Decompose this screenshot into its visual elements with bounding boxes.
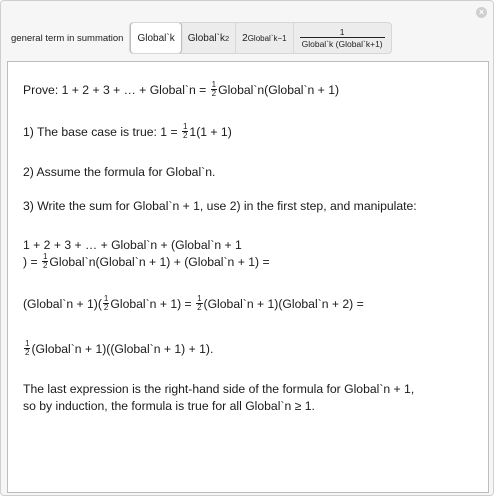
step-2: 2) Assume the formula for Global`n. [23,165,216,179]
statement-suffix: Global`n(Global`n + 1) [218,83,340,97]
eq3-suffix: (Global`n + 1)((Global`n + 1) + 1). [31,342,214,356]
proof-panel [7,61,489,493]
tab-label: Global`k [137,32,175,44]
tab-base: Global`k [187,32,225,44]
equation-1-line-2 [23,254,270,271]
summation-control [11,23,392,53]
half-fraction: $\frac{1}{2}$ [197,294,202,313]
half-fraction: $\frac{1}{2}$ [211,80,217,99]
tab-denominator: Global`k (Global`k+1) [301,39,383,49]
proof-statement [23,82,339,99]
tab-global-k-squared[interactable] [182,23,236,53]
tab-exponent: 2 [224,33,230,43]
equation-3 [23,341,213,358]
tab-power-of-two[interactable] [236,23,293,53]
half-fraction: $\frac{1}{2}$ [25,339,30,358]
tab-reciprocal-product[interactable] [294,23,391,53]
eq2-part-3: (Global`n + 1)(Global`n + 2) = [203,297,364,311]
step-1 [23,124,232,141]
half-fraction: $\frac{1}{2}$ [42,252,48,271]
term-selector [129,22,391,54]
step1-prefix: 1) The base case is true: 1 = [23,125,181,139]
eq1-prefix: ) = [23,255,41,269]
tab-global-k[interactable] [130,22,181,54]
step-3: 3) Write the sum for Global`n + 1, use 2) in the first step, and manipulate: [23,199,417,213]
equation-2 [23,296,364,313]
eq2-part-1: (Global`n + 1)( [23,297,102,311]
eq2-part-2: Global`n + 1) = [110,297,196,311]
eq1-suffix: Global`n(Global`n + 1) + (Global`n + 1) = [49,255,270,269]
equation-1-line-1: 1 + 2 + 3 + … + Global`n + (Global`n + 1 [23,238,242,252]
tab-numerator: 1 [300,27,385,38]
conclusion-line-1: The last expression is the right-hand side of the formula for Global`n + 1, [23,382,415,396]
control-label: general term in summation [11,32,124,44]
half-fraction: $\frac{1}{2}$ [182,122,188,141]
tab-base: 2 [242,32,248,44]
conclusion-line-2: so by induction, the formula is true for all Global`n ≥ 1. [23,399,315,413]
close-icon[interactable]: × [476,7,487,18]
step1-suffix: 1(1 + 1) [189,125,232,139]
tab-exponent: Global`k−1 [247,33,287,43]
half-fraction: $\frac{1}{2}$ [103,294,109,313]
statement-prefix: Prove: 1 + 2 + 3 + … + Global`n = [23,83,210,97]
